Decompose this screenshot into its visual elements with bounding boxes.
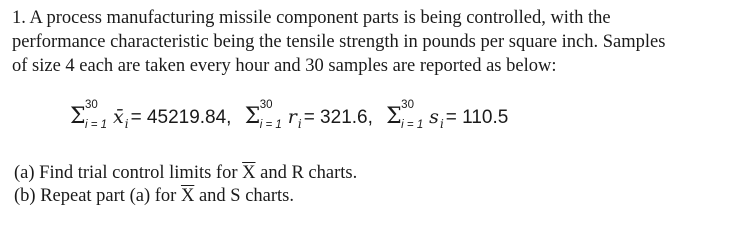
xbar-symbol: $\overline{X}$ <box>180 186 195 206</box>
sum-lower-limit: i = 1 <box>401 119 424 131</box>
problem-statement <box>12 6 752 78</box>
sum-variable: $s_i$ <box>429 106 444 131</box>
xbar-symbol: $\overline{X}$ <box>242 163 256 183</box>
sum-upper-limit: 30 <box>259 99 273 111</box>
problem-line-3: of size 4 each are taken every hour and 30 samples are reported as below: <box>12 56 557 76</box>
sum-xbar <box>70 99 231 139</box>
summation-formula <box>70 99 508 139</box>
sigma-symbol: Σ <box>386 104 402 129</box>
sum-s <box>386 99 508 139</box>
sum-value: = 110.5 <box>445 107 509 128</box>
sum-limits <box>260 99 288 139</box>
sum-lower-limit: i = 1 <box>85 119 108 131</box>
part-a: (a) Find trial control limits for $\overline{X}$ and R charts. <box>14 163 358 183</box>
sum-variable: $r_i$ <box>287 106 302 131</box>
sigma-symbol: Σ <box>244 104 261 129</box>
sum-limits <box>401 99 429 139</box>
sigma-symbol: Σ <box>70 104 86 129</box>
sum-value: = 321.6, <box>303 107 373 128</box>
problem-line-2: performance characteristic being the tensile strength in pounds per square inch. Samples <box>12 32 666 52</box>
sum-upper-limit: 30 <box>85 99 98 111</box>
sum-value: = 45219.84, <box>130 107 232 128</box>
question-parts <box>14 162 357 208</box>
problem-line-1: 1. A process manufacturing missile component parts is being controlled, with the <box>12 8 611 28</box>
sum-r <box>245 99 373 139</box>
sum-variable: $x̄_i$ <box>113 106 129 131</box>
part-b: (b) Repeat part (a) for $\overline{X}$ and S charts. <box>14 186 294 206</box>
sum-limits <box>85 99 113 139</box>
sum-lower-limit: i = 1 <box>259 119 282 131</box>
sum-upper-limit: 30 <box>401 99 414 111</box>
